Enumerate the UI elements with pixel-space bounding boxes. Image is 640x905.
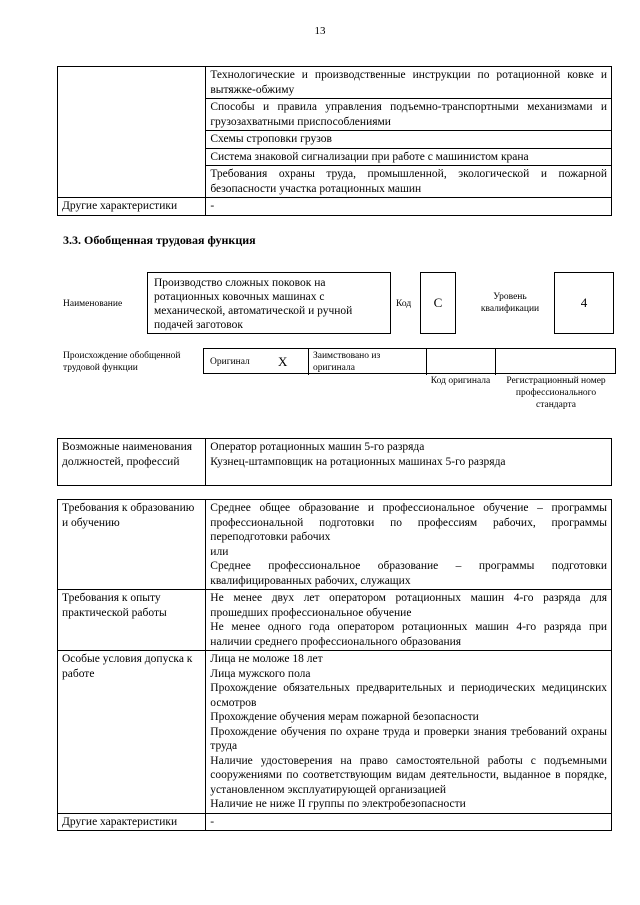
requirement-item: Лица не моложе 18 лет [210, 653, 323, 665]
knowledge-item: Способы и правила управления подъемно-транспортными механизмами и грузозахватными приспособлениями [206, 99, 612, 131]
other-characteristics-value: - [206, 198, 612, 216]
requirement-item: Прохождение обязательных предварительных и периодических медицинских осмотров [210, 682, 607, 709]
knowledge-table [57, 66, 612, 216]
requirement-item: Наличие удостоверения на право самостоятельной работы с подъемными сооружениями по соответствующим видам деятельности, выданное в порядке, установленном эксплуатирующей организацией [210, 754, 607, 796]
origin-table [203, 348, 616, 374]
experience-requirements [206, 590, 612, 651]
requirement-item: Среднее общее образование и профессиональное обучение – программы профессиональной подготовки по профессиям рабочих, программы переподготовки рабочих [210, 502, 607, 543]
education-requirements [206, 500, 612, 590]
positions-list [206, 439, 612, 486]
code-value-box: C [420, 272, 456, 334]
table-row [58, 439, 612, 486]
position-item: Оператор ротационных машин 5-го разряда [210, 441, 425, 453]
origin-label: Происхождение обобщенной трудовой функции [63, 351, 181, 373]
table-label-cell: Другие характеристики [58, 198, 206, 216]
table-label-cell: Другие характеристики [58, 813, 206, 831]
table-label-cell: Возможные наименования должностей, профессий [58, 439, 206, 486]
registration-caption: Регистрационный номер профессионального стандарта [506, 376, 606, 410]
requirement-item: Лица мужского пола [210, 667, 311, 680]
table-label-cell: Особые условия допуска к работе [58, 651, 206, 814]
requirement-item: Не менее двух лет оператором ротационных машин 4-го разряда для прошедших профессиональное обучение [210, 592, 607, 619]
code-label: Код [396, 299, 412, 309]
borrowed-label: Заимствовано из оригинала [313, 351, 381, 373]
knowledge-item: Схемы строповки грузов [206, 131, 612, 149]
knowledge-item: Технологические и производственные инструкции по ротационной ковке и вытяжке-обжиму [206, 67, 612, 99]
name-label: Наименование [63, 299, 123, 309]
section-title: 3.3. Обобщенная трудовая функция [63, 233, 256, 247]
other-characteristics-value: - [206, 813, 612, 831]
original-label: Оригинал [210, 357, 250, 367]
borrowed-cell [309, 349, 427, 375]
position-item: Кузнец-штамповщик на ротационных машинах 5-го разряда [210, 455, 506, 468]
knowledge-item: Требования охраны труда, промышленной, экологической и пожарной безопасности участка ротационных машин [206, 166, 612, 198]
table-label-cell: Требования к опыту практической работы [58, 590, 206, 651]
requirement-item: Прохождение обучения по охране труда и проверки знания требований охраны труда [210, 725, 607, 752]
level-label: Уровень квалификации [480, 292, 540, 314]
function-name-box: Производство сложных поковок на ротационных ковочных машинах с механической, автоматической и ручной подачей заготовок [147, 272, 391, 334]
original-cell [204, 349, 309, 375]
positions-table [57, 438, 612, 486]
requirement-item: Наличие не ниже II группы по электробезопасности [210, 798, 466, 810]
table-label-cell [58, 67, 206, 198]
page-number: 13 [314, 25, 326, 37]
requirements-table [57, 499, 612, 831]
requirement-item: Среднее профессиональное образование – программы подготовки квалифицированных рабочих, служащих [210, 560, 607, 587]
level-value-box: 4 [554, 272, 614, 334]
registration-number-cell [496, 349, 617, 375]
table-row [58, 67, 612, 99]
table-row [58, 590, 612, 651]
table-row [58, 813, 612, 831]
requirement-item: или [210, 545, 229, 558]
table-label-cell: Требования к образованию и обучению [58, 500, 206, 590]
table-row [58, 198, 612, 216]
table-row [58, 651, 612, 814]
admission-conditions [206, 651, 612, 814]
original-mark: X [278, 354, 288, 369]
requirement-item: Не менее одного года оператором ротационных машин 4-го разряда при наличии среднего профессионального образования [210, 621, 607, 648]
knowledge-item: Система знаковой сигнализации при работе с машинистом крана [206, 148, 612, 166]
table-row [58, 500, 612, 590]
original-code-cell [427, 349, 496, 375]
requirement-item: Прохождение обучения мерам пожарной безопасности [210, 711, 479, 723]
original-code-caption: Код оригинала [430, 376, 491, 386]
